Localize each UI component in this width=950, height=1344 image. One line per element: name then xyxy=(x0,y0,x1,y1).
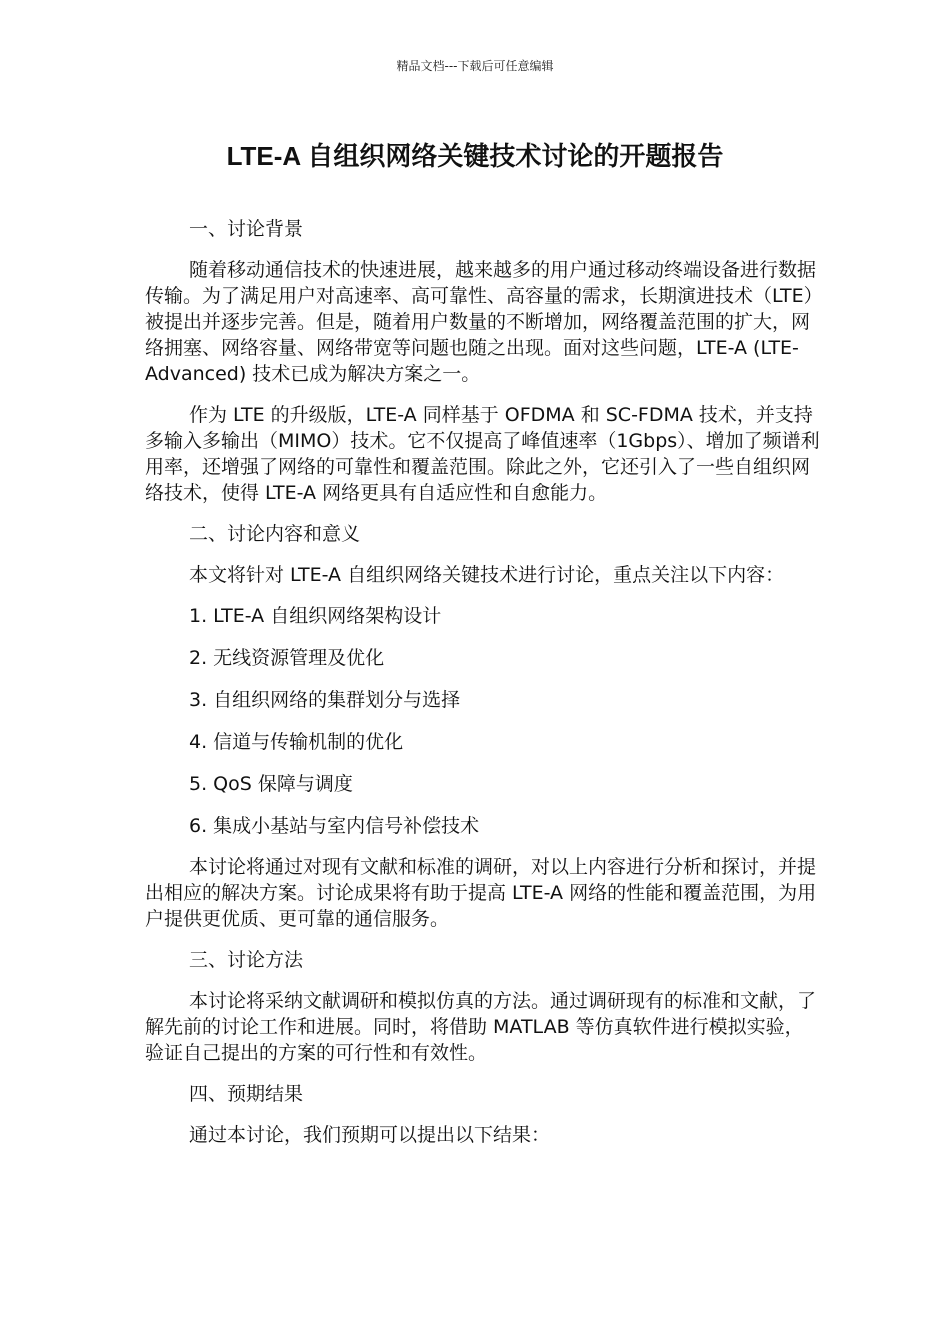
list-item: 1. LTE-A 自组织网络架构设计 xyxy=(189,605,442,627)
section-heading-content: 二、讨论内容和意义 xyxy=(189,523,361,545)
paragraph-content-intro: 本文将针对 LTE-A 自组织网络关键技术进行讨论，重点关注以下内容： xyxy=(189,564,785,586)
list-item: 3. 自组织网络的集群划分与选择 xyxy=(189,689,461,711)
list-item: 5. QoS 保障与调度 xyxy=(189,773,353,795)
paragraph-content-closing: 本讨论将通过对现有文献和标准的调研，对以上内容进行分析和探讨，并提出相应的解决方案。讨论成果将有助于提高 LTE-A 网络的性能和覆盖范围，为用户提供更优质、更可靠的通信服务。 xyxy=(145,856,817,930)
paragraph-background-2: 作为 LTE 的升级版，LTE-A 同样基于 OFDMA 和 SC-FDMA 技术，并支持多输入多输出（MIMO）技术。它不仅提高了峰值速率（1Gbps）、增加了频谱利用率，还增强了网络的可靠性和覆盖范围。除此之外，它还引入了一些自组织网络技术，使得 LTE-A 网络更具有自适应性和自愈能力。 xyxy=(145,404,820,504)
document-title: LTE-A 自组织网络关键技术讨论的开题报告 xyxy=(226,141,724,171)
document-body xyxy=(145,216,820,1148)
page-header-note: 精品文档---下载后可任意编辑 xyxy=(396,59,554,73)
list-item: 4. 信道与传输机制的优化 xyxy=(189,731,404,753)
section-heading-background: 一、讨论背景 xyxy=(189,218,304,240)
list-item: 6. 集成小基站与室内信号补偿技术 xyxy=(189,815,480,837)
section-heading-expected-results: 四、预期结果 xyxy=(189,1083,304,1105)
paragraph-background-1: 随着移动通信技术的快速进展，越来越多的用户通过移动终端设备进行数据传输。为了满足用户对高速率、高可靠性、高容量的需求，长期演进技术（LTE）被提出并逐步完善。但是，随着用户数量的不断增加，网络覆盖范围的扩大，网络拥塞、网络容量、网络带宽等问题也随之出现。面对这些问题，LTE-A (LTE-Advanced) 技术已成为解决方案之一。 xyxy=(145,259,817,385)
paragraph-method: 本讨论将采纳文献调研和模拟仿真的方法。通过调研现有的标准和文献，了解先前的讨论工作和进展。同时，将借助 MATLAB 等仿真软件进行模拟实验，验证自己提出的方案的可行性和有效性。 xyxy=(145,990,817,1064)
list-item: 2. 无线资源管理及优化 xyxy=(189,647,385,669)
section-heading-method: 三、讨论方法 xyxy=(189,949,304,971)
paragraph-expected-results: 通过本讨论，我们预期可以提出以下结果： xyxy=(189,1124,551,1146)
